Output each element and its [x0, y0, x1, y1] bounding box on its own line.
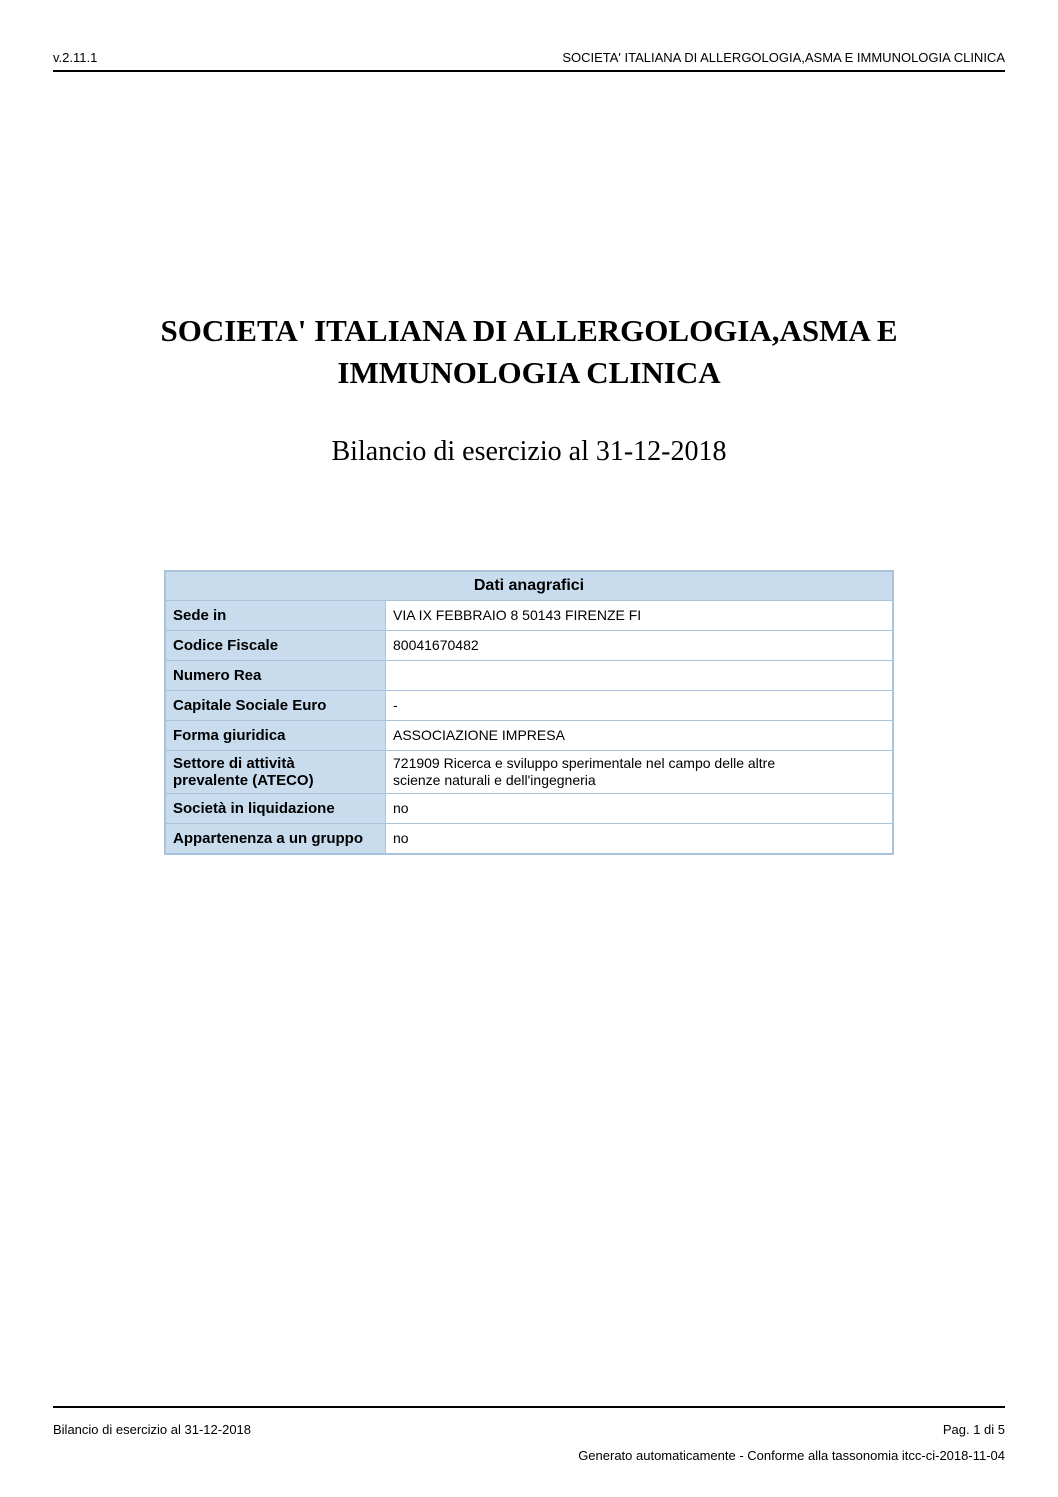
- row-label-settore: [165, 751, 386, 794]
- row-value-numero-rea: [386, 661, 894, 691]
- document-subtitle: Bilancio di esercizio al 31-12-2018: [331, 436, 727, 467]
- row-value-settore: [386, 751, 894, 794]
- page-number: Pag. 1 di 5: [942, 1422, 1005, 1437]
- row-value-capitale-sociale: -: [386, 691, 894, 721]
- title-line-2: IMMUNOLOGIA CLINICA: [337, 355, 721, 390]
- document-title: [0, 310, 1058, 394]
- footer-document-name: Bilancio di esercizio al 31-12-2018: [53, 1422, 252, 1437]
- row-label-settore-line-2: prevalente (ATECO): [173, 772, 314, 789]
- table-row: [165, 661, 893, 691]
- table-row: [165, 794, 893, 824]
- row-value-gruppo: no: [386, 824, 894, 855]
- table-row: [165, 721, 893, 751]
- row-value-codice-fiscale: 80041670482: [386, 631, 894, 661]
- row-value-sede: VIA IX FEBBRAIO 8 50143 FIRENZE FI: [386, 601, 894, 631]
- header-company-name: SOCIETA' ITALIANA DI ALLERGOLOGIA,ASMA E IMMUNOLOGIA CLINICA: [562, 50, 1005, 65]
- table-row: [165, 601, 893, 631]
- table-row: [165, 751, 893, 794]
- table-row: [165, 824, 893, 855]
- table-row: [165, 631, 893, 661]
- row-label-forma-giuridica: Forma giuridica: [165, 721, 386, 751]
- row-label-capitale-sociale: Capitale Sociale Euro: [165, 691, 386, 721]
- table-row: [165, 691, 893, 721]
- page-footer: [53, 1406, 1005, 1463]
- row-label-gruppo: Appartenenza a un gruppo: [165, 824, 386, 855]
- row-label-codice-fiscale: Codice Fiscale: [165, 631, 386, 661]
- title-line-1: SOCIETA' ITALIANA DI ALLERGOLOGIA,ASMA E: [160, 313, 898, 348]
- row-label-numero-rea: Numero Rea: [165, 661, 386, 691]
- page-header: [53, 50, 1005, 72]
- table-heading-row: [165, 571, 893, 601]
- generation-note: Generato automaticamente - Conforme alla tassonomia itcc-ci-2018-11-04: [578, 1448, 1005, 1463]
- row-value-settore-line-1: 721909 Ricerca e sviluppo sperimentale nel campo delle altre: [393, 755, 776, 771]
- row-label-liquidazione: Società in liquidazione: [165, 794, 386, 824]
- dati-anagrafici-table: [164, 570, 894, 855]
- row-label-sede: Sede in: [165, 601, 386, 631]
- row-value-forma-giuridica: ASSOCIAZIONE IMPRESA: [386, 721, 894, 751]
- table-heading: Dati anagrafici: [165, 571, 893, 601]
- version-label: v.2.11.1: [53, 50, 98, 65]
- row-value-liquidazione: no: [386, 794, 894, 824]
- row-value-settore-line-2: scienze naturali e dell'ingegneria: [393, 772, 596, 788]
- row-label-settore-line-1: Settore di attività: [173, 755, 295, 772]
